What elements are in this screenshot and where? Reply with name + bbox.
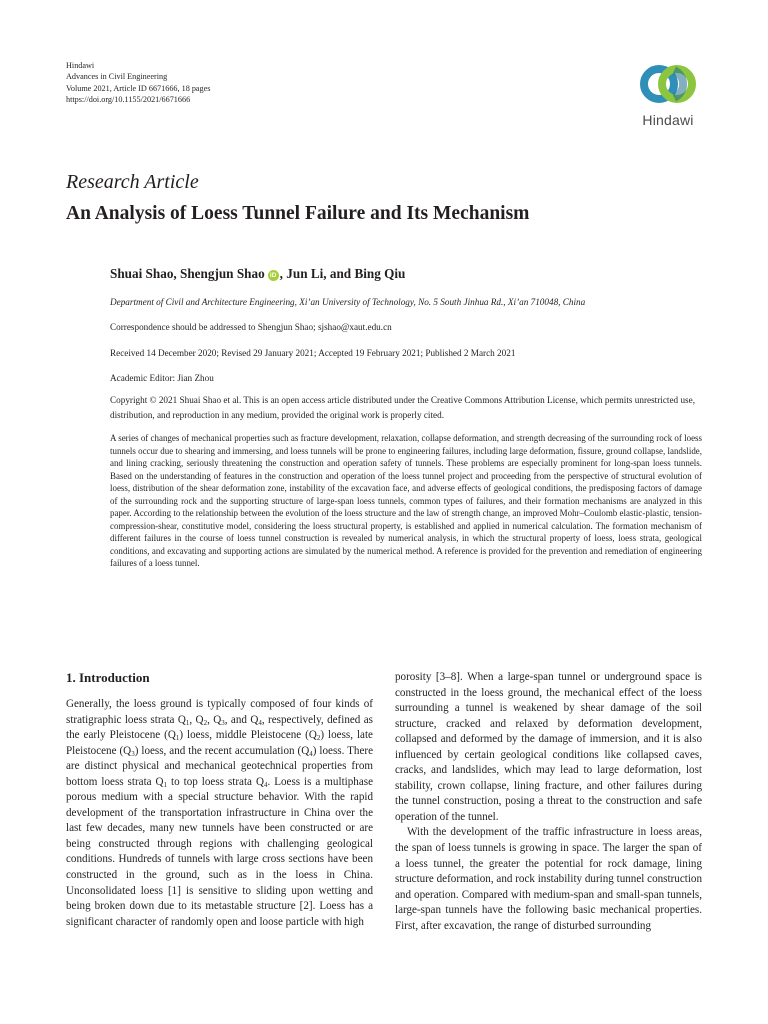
intro-paragraph-2: With the development of the traffic infrastructure in loess areas, the span of loess tunnels is growing in space. The larger the span of a loess tunnel, the greater the potential for rock damage, lining structure deformation, and rock instability during tunnel construction and operation. Compared with medium-span and small-span tunnels, large-span tunnels have the following basic mechanical properties. First, after excavation, the range of disturbed surrounding [395, 826, 702, 932]
article-title: An Analysis of Loess Tunnel Failure and Its Mechanism [66, 203, 530, 224]
copyright-notice: Copyright © 2021 Shuai Shao et al. This is an open access article distributed under the Creative Commons Attribution License, which permits unrestricted use, distribution, and reproduction in any medium, provided the original work is properly cited. [110, 395, 695, 420]
academic-editor: Academic Editor: Jian Zhou [110, 373, 214, 383]
doi-link[interactable]: https://doi.org/10.1155/2021/6671666 [66, 94, 191, 104]
abstract: A series of changes of mechanical properties such as fracture development, relaxation, collapse deformation, and strength decreasing of the surrounding rock of loess tunnels occur due to shearing and immersing, and loess tunnels will be prone to engineering failures, including large deformation, fissure, ground collapse, landslide, and lining cracking, seriously threatening the construction and operation safety of tunnels. These problems are especially prominent for long-span loess tunnels. Based on the understanding of features in the construction and operation of the loess tunnel project and proceeding from the perspective of structural evolution of loess, distribution of the shear deformation zone, instability of the excavation face, and adverse effects of geological conditions, the predisposing factors of damage of the surrounding rock and the supporting structure of large-span loess tunnels, common types of failures, and their formation mechanisms are analyzed in this paper. According to the relationship between the evolution of the loess structure and the law of strength change, an improved Mohr–Coulomb elastic-plastic, tension-compression-shear, constitutive model, considering the loess structural property, is established and applied in numerical calculation. The formation mechanism of different failures in the course of loess tunnel construction is revealed by numerical analysis, in which the structural property of loess, loess strata, geological conditions, and excavating and supporting actions are simulated by the numerical method. A reference is provided for the prevention and remediation of engineering failures of a loess tunnel. [110, 433, 702, 569]
publisher-name: Hindawi [66, 61, 95, 70]
publication-dates: Received 14 December 2020; Revised 29 January 2021; Accepted 19 February 2021; Published 2 March 2021 [110, 348, 516, 358]
left-column [66, 697, 373, 930]
affiliation: Department of Civil and Architecture Engineering, Xi’an University of Technology, No. 5 South Jinhua Rd., Xi’an 710048, China [110, 297, 586, 307]
intro-paragraph-1-cont: porosity [3–8]. When a large-span tunnel or underground space is constructed in the loess ground, the mechanical effect of the loess surrounding a tunnel is weakened by shear damage of the soil structure, cracked and relaxed by deformation development, collapsed and deformed by the damage of immersion, and it is also influenced by certain geological conditions like collapsed caves, cracks, and landslides, which may lead to large deformation, lost stability, crown collapse, lining fracture, and other failures during the tunnel construction, posing a threat to the construction and safe operation of the tunnel. [395, 671, 702, 823]
hindawi-logo [636, 60, 700, 136]
correspondence: Correspondence should be addressed to Shengjun Shao; sjshao@xaut.edu.cn [110, 322, 392, 332]
orcid-icon[interactable]: iD [268, 270, 279, 281]
volume-info: Volume 2021, Article ID 6671666, 18 pages [66, 83, 211, 93]
logo-wordmark: Hindawi [642, 112, 694, 128]
journal-name: Advances in Civil Engineering [66, 72, 168, 82]
right-column [395, 670, 702, 934]
section-heading: 1. Introduction [66, 670, 150, 685]
authors-first: Shuai Shao, Shengjun Shao [110, 266, 265, 281]
journal-header [66, 60, 210, 105]
article-type: Research Article [66, 171, 199, 193]
author-list [110, 266, 405, 282]
intro-paragraph-1: Generally, the loess ground is typically composed of four kinds of stratigraphic loess strata $Q_1$, $Q_2$, $Q_3$, and $Q_4$, respectively, defined as the early Pleistocene $(Q_1)$ loess, middle Pleistocene $(Q_2)$ loess, late Pleistocene $(Q_3)$ loess, and the recent accumulation $(Q_4)$ loess. There are distinct physical and mechanical geotechnical properties from bottom loess strata $Q_1$ to top loess strata $Q_4$. Loess is a multiphase porous medium with a special structure behavior. With the rapid development of the transportation infrastructure in China over the last few decades, many new tunnels have been constructed or are being constructed through regions with challenging geological conditions. Hundreds of tunnels with large cross sections have been constructed in the ground, such as in the loess in China. Unconsolidated loess [1] is sensitive to sliding upon wetting and being broken down due to its metastable structure [2]. Loess has a significant character of randomly open and loose particle with high [66, 698, 373, 928]
hindawi-logo-icon [636, 60, 700, 110]
authors-rest: , Jun Li, and Bing Qiu [279, 266, 406, 281]
